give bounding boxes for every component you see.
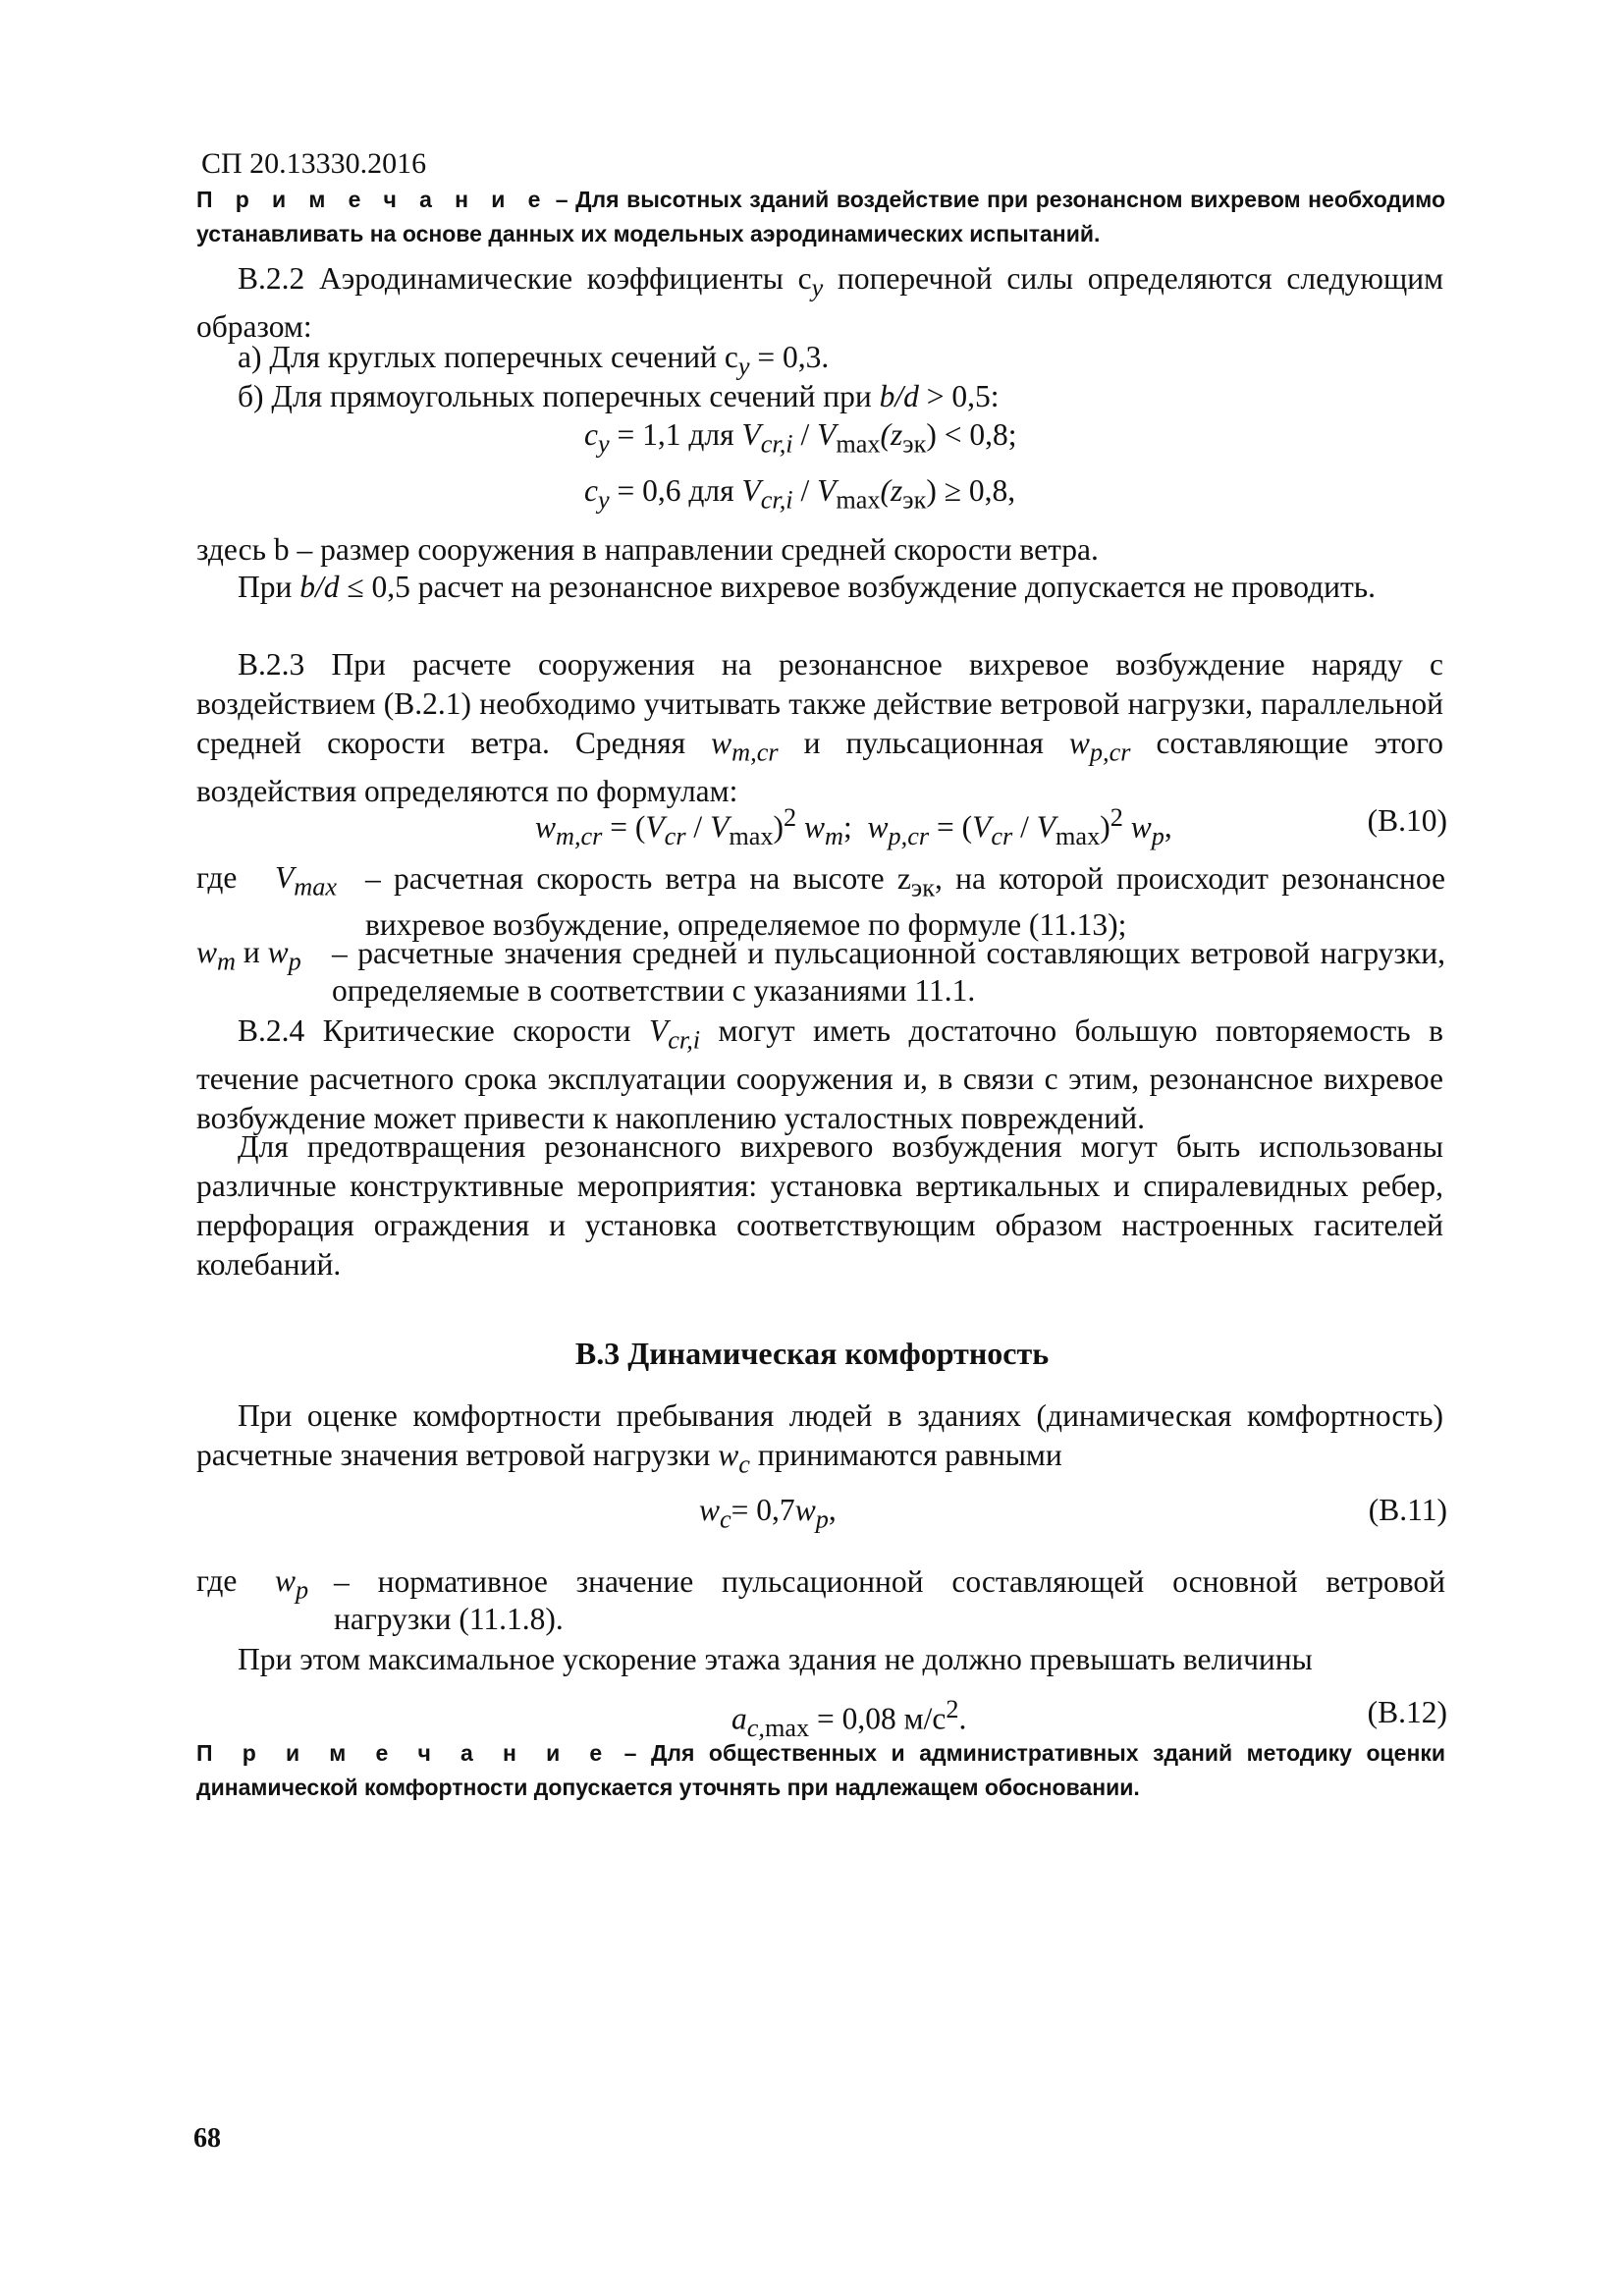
item-b-text: б) Для прямоугольных поперечных сечений при — [238, 379, 880, 413]
f2-c: c — [584, 473, 598, 508]
wm-wp-term: $w_m$ и $w_p$ — [196, 935, 301, 976]
b3-w: w — [718, 1438, 739, 1472]
note2-label: П р и м е ч а н и е — [196, 1740, 611, 1766]
b3-wsub: c — [738, 1449, 750, 1479]
f2-slash: / — [792, 473, 818, 508]
f1-zsub: эк — [902, 429, 927, 459]
item-b-cond: b/d — [879, 379, 919, 413]
b23-wm-sub: m,cr — [731, 738, 779, 767]
b12-a: a — [731, 1701, 747, 1736]
b23-mid: и пульсационная — [778, 726, 1069, 760]
b3-intro: При оценке комфортности пребывания людей в зданиях (динамическая комфортность) расчетные значения ветровой нагрузки — [196, 1398, 1443, 1472]
f1-csub: y — [597, 429, 610, 459]
b24-end: могут иметь достаточно большую повторяемость в течение расчетного срока эксплуатации сооружения и, в связи с этим, резонансное вихревое возбуждение может привести к накоплению усталостных повреждений. — [196, 1013, 1444, 1136]
f1-vsub: cr,i — [760, 429, 793, 459]
f1-slash: / — [792, 417, 818, 452]
wp-term: $w_p$ — [275, 1563, 309, 1605]
paragraph-measures: Для предотвращения резонансного вихревого возбуждения могут быть использованы различные конструктивные мероприятия: установка вертикальных и спиралевидных ребер, перфорация ограждения и установка соответствующим образом настроенных гасителей колебаний. — [196, 1129, 1443, 1282]
paragraph-acceleration: При этом максимальное ускорение этажа здания не должно превышать величины — [238, 1642, 1313, 1676]
item-a-end: = 0,3. — [749, 340, 830, 374]
b10-wp-sub: p,cr — [888, 821, 930, 850]
b11-eq: = 0,7 — [731, 1493, 795, 1527]
vmax-term — [275, 860, 337, 902]
f1-end: ) < 0,8; — [926, 417, 1017, 452]
vmax-definition — [365, 860, 1445, 944]
vmax-def: – расчетная скорость ветра на высоте z — [365, 861, 911, 896]
page-number: 68 — [193, 2123, 221, 2154]
document-code: СП 20.13330.2016 — [201, 147, 427, 180]
note-text: – Для высотных зданий воздействие при резонансном вихревом необходимо устанавливать на основе данных их модельных аэродинамических испытаний. — [196, 187, 1445, 246]
b23-text: В.2.3 При расчете сооружения на резонансное вихревое возбуждение наряду с воздействием (В.2.1) необходимо учитывать также действие ветровой нагрузки, параллельной средней скорости ветра. Средняя — [196, 647, 1443, 760]
b24-text: В.2.4 Критические скорости — [238, 1013, 649, 1048]
b22-sub: y — [811, 273, 824, 302]
when-bd — [196, 568, 1443, 607]
paragraph-b22 — [196, 259, 1443, 347]
vmax-sub: max — [294, 872, 337, 902]
f1-vmax: V — [817, 417, 837, 452]
b22-text2: поперечной силы определяются следующим образом: — [196, 261, 1443, 345]
f2-vmax: V — [817, 473, 837, 508]
f2-vsub: cr,i — [760, 485, 793, 515]
b23-wp-sub: p,cr — [1089, 738, 1131, 767]
f2-end: ) ≥ 0,8, — [926, 473, 1016, 508]
where-label-b11: где — [196, 1563, 238, 1598]
vmax-def-sub: эк — [910, 873, 935, 902]
vmax-def2: , на которой происходит резонансное вихревое возбуждение, определяемое по формуле (11.13); — [365, 861, 1445, 943]
when-cond: b/d — [299, 570, 340, 604]
equation-number-b10: (В.10) — [1367, 803, 1447, 838]
f2-rest: = 0,6 для — [609, 473, 742, 508]
here-definition: здесь b – размер сооружения в направлении средней скорости ветра. — [196, 532, 1099, 567]
equation-number-b11: (В.11) — [1368, 1493, 1447, 1527]
f1-rest: = 1,1 для — [609, 417, 742, 452]
b3-intro-end: принимаются равными — [749, 1438, 1062, 1472]
wmwp-and: и — [243, 935, 260, 969]
b24-v: V — [649, 1013, 669, 1048]
f2-z: (z — [880, 473, 903, 508]
equation-number-b12: (В.12) — [1367, 1695, 1447, 1729]
f1-z: (z — [880, 417, 903, 452]
b23-wp: w — [1068, 726, 1090, 760]
f2-csub: y — [597, 485, 610, 515]
paragraph-b24 — [196, 1011, 1443, 1138]
formula-b10: $w_{m,cr} = (V_{cr} / V_{max})^2$ $w_m$; $w_{p,cr} = (V_{cr} / V_{max})^2$ $w_p$, — [535, 803, 1172, 850]
b10-wm-sub: m,cr — [556, 821, 603, 850]
wp-definition: – нормативное значение пульсационной составляющей основной ветровой нагрузки (11.1.8). — [334, 1564, 1445, 1636]
item-b — [196, 377, 1443, 416]
formula-cy-2 — [584, 473, 1015, 515]
item-a-sub: y — [737, 352, 750, 381]
where-label-b10: где — [196, 860, 238, 895]
formula-cy-1 — [584, 417, 1016, 459]
when-post: ≤ 0,5 расчет на резонансное вихревое возбуждение допускается не проводить. — [339, 570, 1377, 604]
paragraph-b23 — [196, 645, 1443, 811]
item-b-end: > 0,5: — [918, 379, 1000, 413]
f1-v: V — [741, 417, 761, 452]
formula-b11: $w_c= 0,7w_p$, — [699, 1493, 837, 1534]
note-label: П р и м е ч а н и е — [196, 187, 549, 212]
b12-sub: c, — [746, 1713, 765, 1742]
vmax-v: V — [275, 860, 295, 895]
f2-v: V — [741, 473, 761, 508]
b22-text: В.2.2 Аэродинамические коэффициенты c — [238, 261, 812, 296]
b23-end: составляющие этого воздействия определяются по формулам: — [196, 726, 1443, 809]
note2-text: – Для общественных и административных зданий методику оценки динамической комфортности допускается уточнять при надлежащем обосновании. — [196, 1740, 1445, 1800]
f1-c: c — [584, 417, 598, 452]
note-high-rise — [196, 183, 1445, 251]
b12-sup: 2 — [946, 1695, 959, 1723]
item-a-text: а) Для круглых поперечных сечений c — [238, 340, 738, 374]
b12-dot: . — [958, 1701, 967, 1736]
when-pre: При — [238, 570, 300, 604]
b24-vsub: cr,i — [668, 1025, 701, 1055]
f1-vmax-sub: max — [836, 429, 881, 459]
note-comfort — [196, 1736, 1445, 1805]
section-title-b3: В.3 Динамическая комфортность — [574, 1336, 1050, 1371]
b12-max: max — [764, 1713, 810, 1742]
f2-vmax-sub: max — [836, 485, 881, 515]
b12-rest: = 0,08 м/с — [809, 1701, 947, 1736]
paragraph-b3-intro — [196, 1396, 1443, 1484]
f2-zsub: эк — [902, 485, 927, 515]
wm-wp-definition: – расчетные значения средней и пульсационной составляющих ветровой нагрузки, определяемые в соответствии с указаниями 11.1. — [332, 936, 1445, 1008]
b23-wm: w — [711, 726, 732, 760]
